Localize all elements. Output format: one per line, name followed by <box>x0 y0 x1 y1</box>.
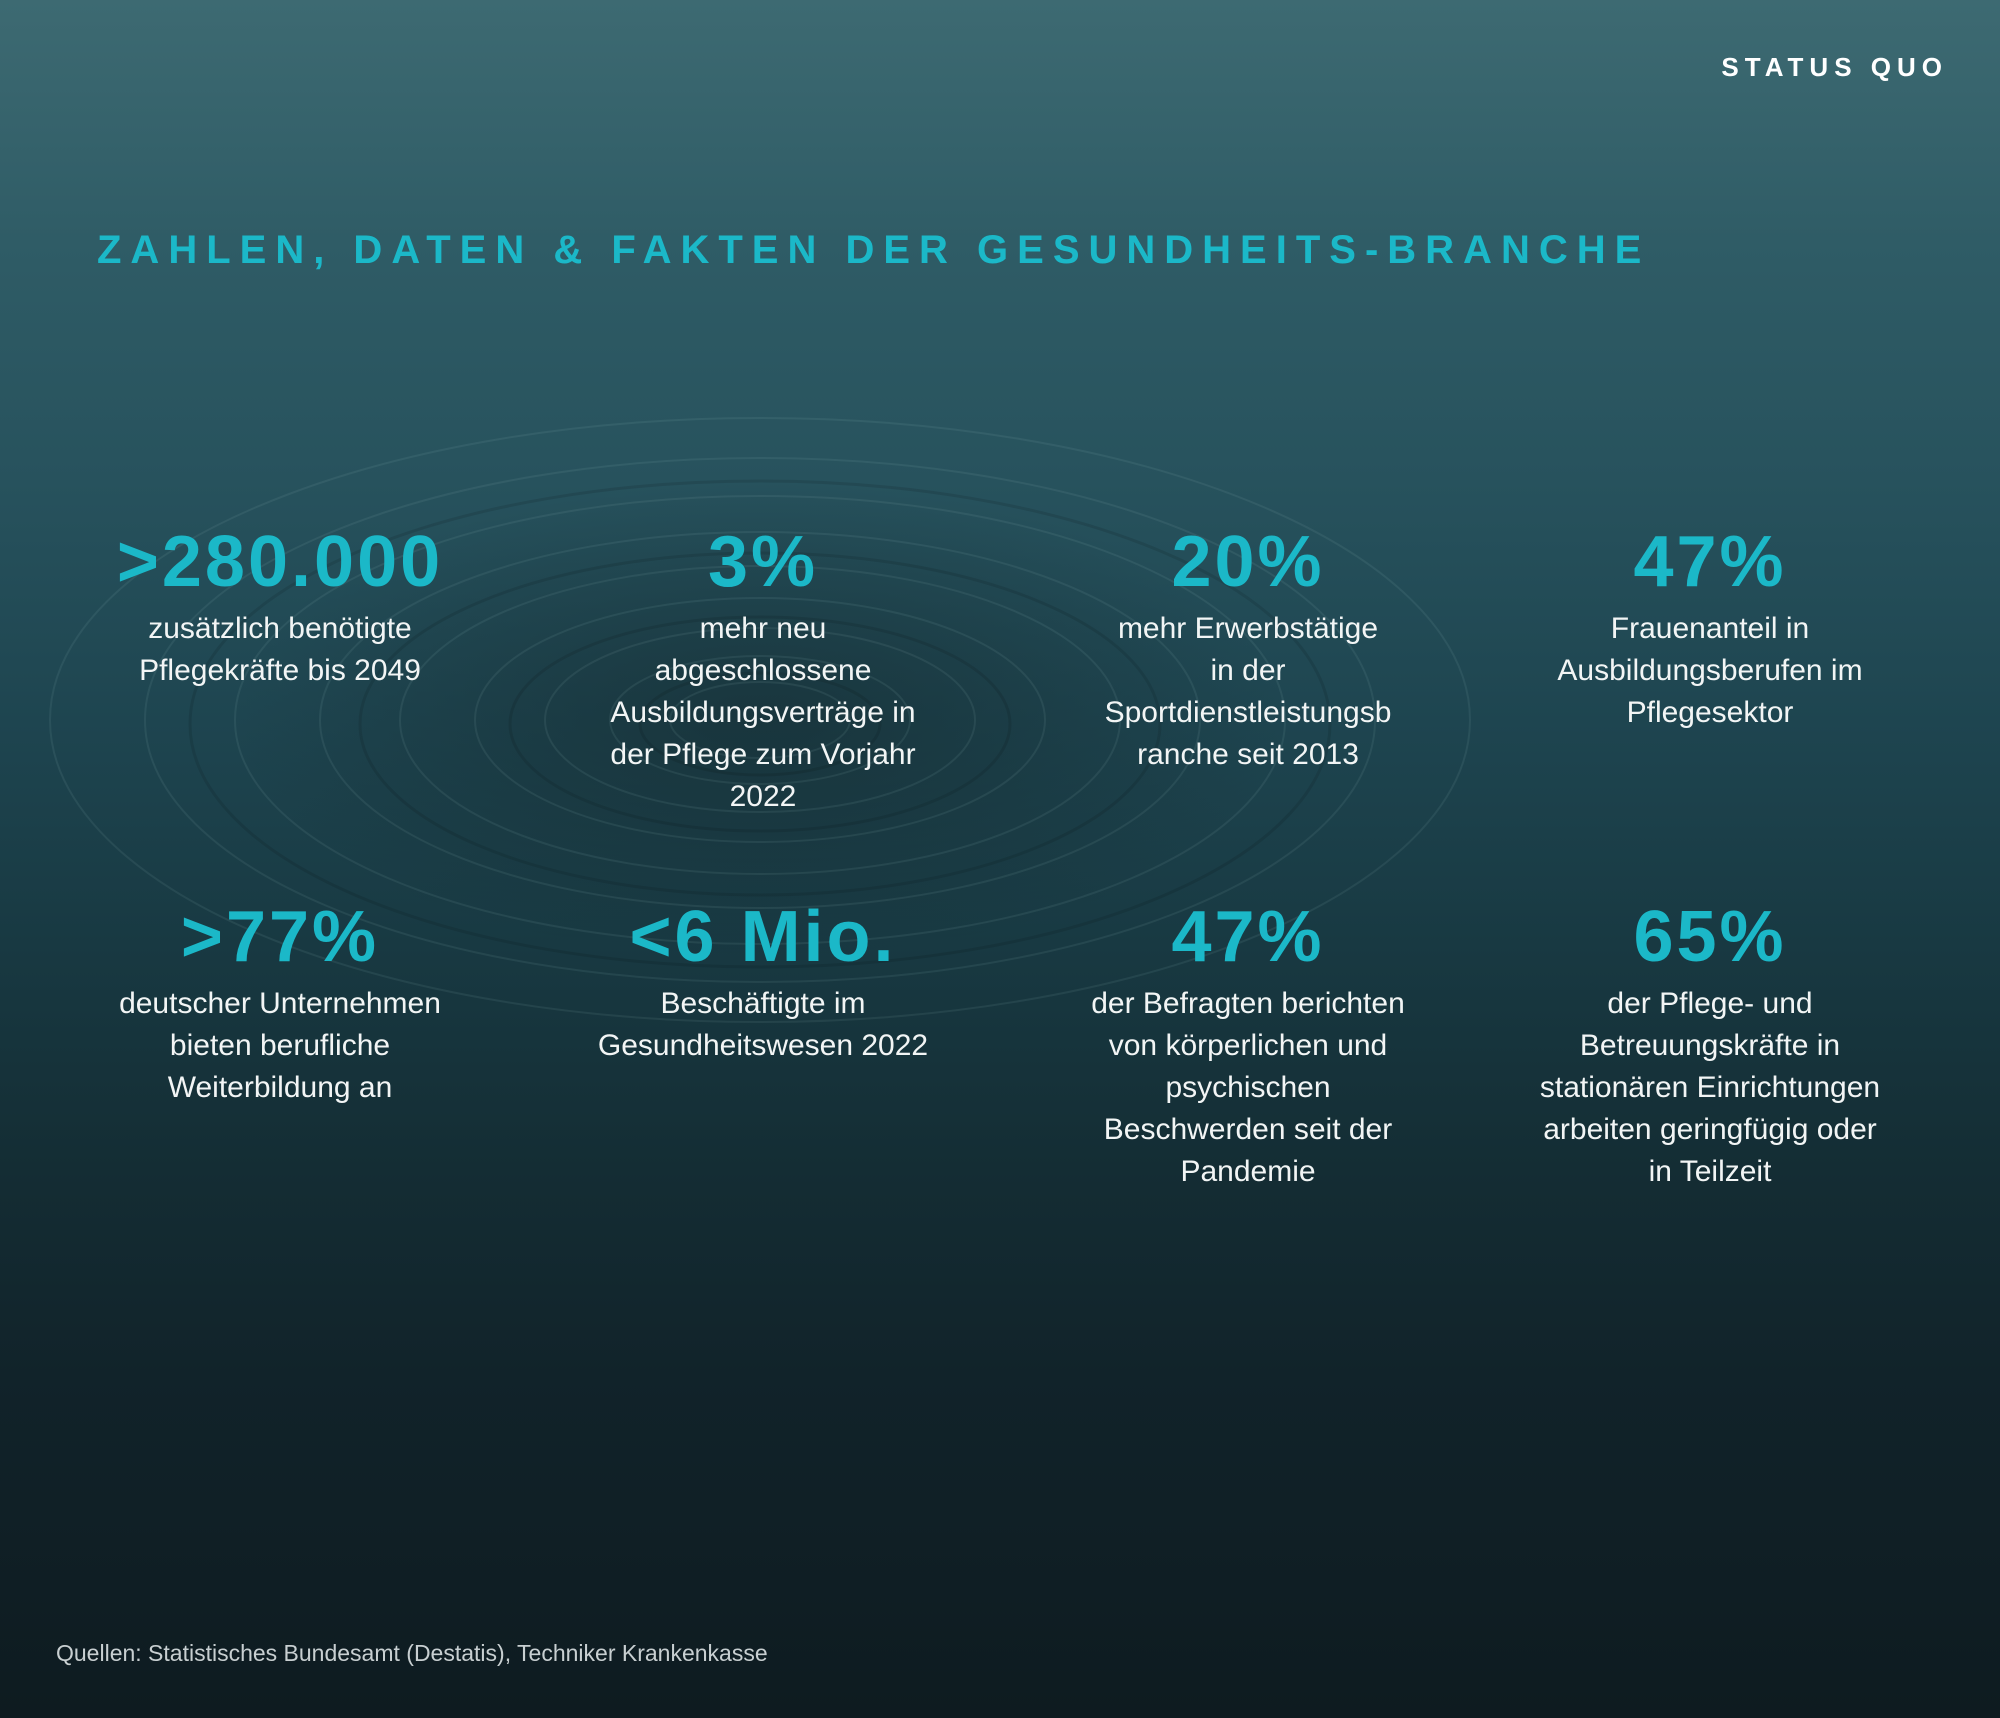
stat-card <box>1048 895 1448 1193</box>
stat-description: zusätzlich benötigte Pflegekräfte bis 2049 <box>139 612 421 687</box>
stat-card <box>1510 520 1910 734</box>
stat-card <box>1048 520 1448 776</box>
stat-card <box>1510 895 1910 1193</box>
stat-value: 47% <box>1171 897 1325 977</box>
stat-card <box>80 520 480 692</box>
sources-footnote: Quellen: Statistisches Bundesamt (Destatis), Techniker Krankenkasse <box>56 1640 768 1666</box>
stat-description: der Pflege- und Betreuungskräfte in stationären Einrichtungen arbeiten geringfügig oder in Teilzeit <box>1539 987 1881 1188</box>
stat-card <box>80 895 480 1109</box>
stat-value: 20% <box>1171 522 1325 602</box>
stat-description: deutscher Unternehmen bieten berufliche Weiterbildung an <box>119 987 441 1104</box>
stat-description: Frauenanteil in Ausbildungsberufen im Pflegesektor <box>1557 612 1863 729</box>
stat-card <box>563 895 963 1067</box>
stat-description: Beschäftigte im Gesundheitswesen 2022 <box>597 987 929 1062</box>
stat-value: >77% <box>180 897 380 977</box>
stat-description: mehr Erwerbstätige in der Sportdienstleistungsb ranche seit 2013 <box>1104 612 1392 771</box>
section-label: STATUS QUO <box>1721 52 1948 82</box>
stat-value: >280.000 <box>116 522 444 602</box>
stat-card <box>563 520 963 818</box>
stat-value: 65% <box>1633 897 1787 977</box>
page-title: ZAHLEN, DATEN & FAKTEN DER GESUNDHEITS-BRANCHE <box>97 228 1651 272</box>
stat-value: 47% <box>1633 522 1787 602</box>
stat-description: der Befragten berichten von körperlichen und psychischen Beschwerden seit der Pandemie <box>1091 987 1405 1188</box>
stat-value: 3% <box>707 522 819 602</box>
stat-description: mehr neu abgeschlossene Ausbildungsverträge in der Pflege zum Vorjahr 2022 <box>610 612 916 813</box>
stats-grid <box>0 520 2000 1220</box>
stat-value: <6 Mio. <box>629 897 897 977</box>
